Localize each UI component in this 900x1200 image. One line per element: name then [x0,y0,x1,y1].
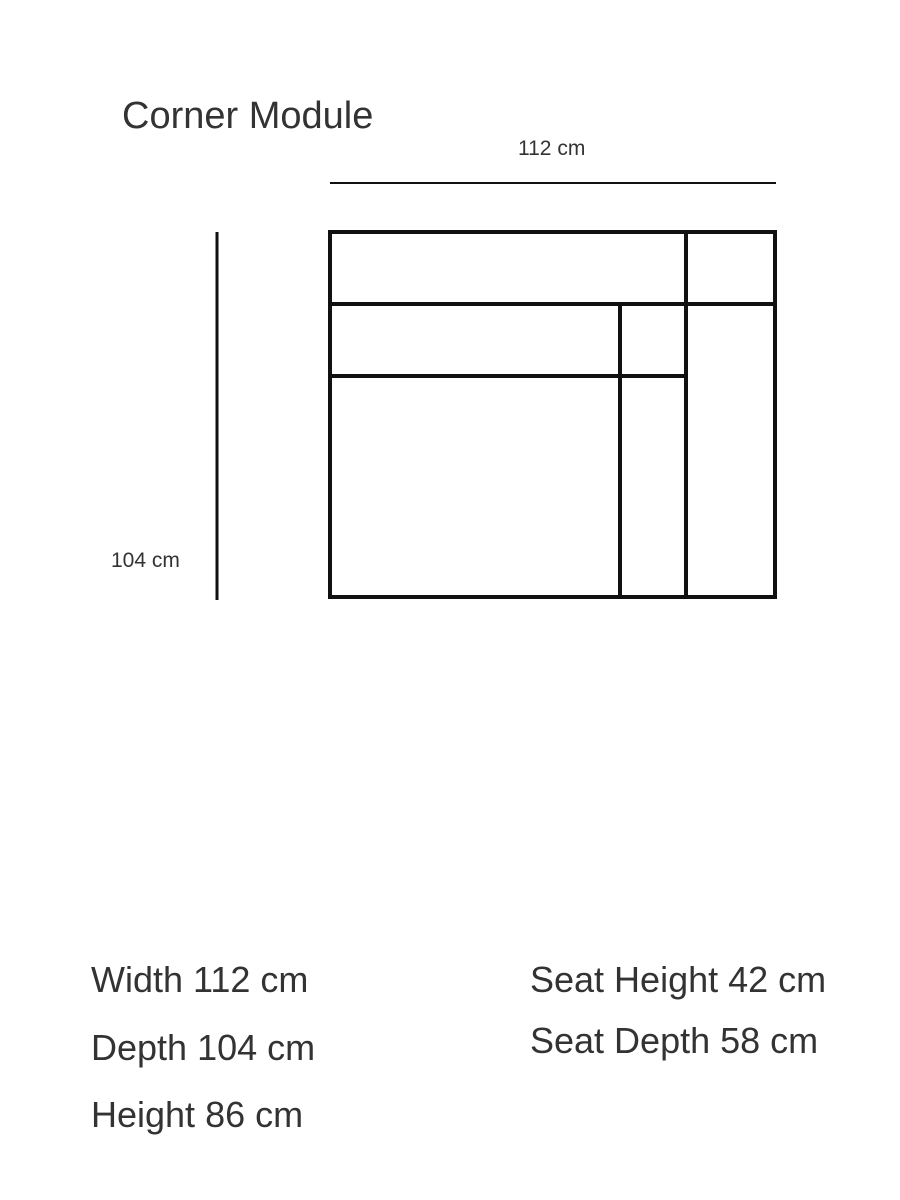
outer-frame [330,232,775,597]
spec-height: Height 86 cm [91,1094,304,1135]
module-outline [330,232,775,597]
spec-depth: Depth 104 cm [91,1027,316,1068]
width-dimension-label: 112 cm [518,137,586,160]
spec-seat-depth: Seat Depth 58 cm [530,1020,819,1061]
depth-dimension-label: 104 cm [111,549,180,572]
spec-seat-height: Seat Height 42 cm [530,959,827,1000]
spec-width: Width 112 cm [91,959,309,1000]
page-title: Corner Module [122,95,374,137]
